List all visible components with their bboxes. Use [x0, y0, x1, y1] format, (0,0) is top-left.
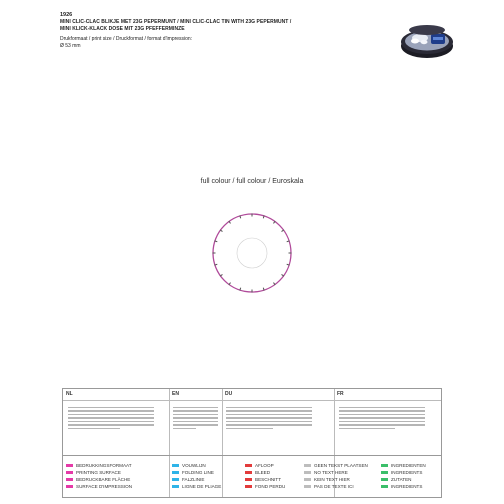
legend-swatch	[66, 464, 73, 467]
legend-label: BEDRUKKINGSFORMAAT	[76, 463, 132, 468]
edge-tick	[263, 215, 264, 218]
legend-swatch	[172, 471, 179, 474]
legend-item	[172, 462, 221, 469]
legend-swatch	[245, 478, 252, 481]
legend-col-ingredients	[381, 462, 426, 490]
legend-item	[172, 476, 221, 483]
language-header-row	[63, 389, 441, 401]
legend-item	[66, 469, 132, 476]
legend-item	[245, 462, 285, 469]
legend-item	[245, 476, 285, 483]
edge-tick	[282, 230, 284, 232]
legend-swatch	[172, 464, 179, 467]
legend-swatch	[172, 485, 179, 488]
legend-item	[245, 483, 285, 490]
edge-tick	[273, 283, 275, 285]
legend-label: VOUWLIJN	[182, 463, 206, 468]
legend-label: PAS DE TEXTE ICI	[314, 484, 354, 489]
legend-item	[304, 462, 368, 469]
legend-label: PRINTING SURFACE	[76, 470, 121, 475]
legend-item	[172, 483, 221, 490]
edge-tick	[229, 221, 231, 223]
edge-tick	[220, 230, 222, 232]
edge-tick	[240, 215, 241, 218]
product-title-line-1: MINI CLIC-CLAC BLIKJE MET 23G PEPERMUNT / MINI CLIC-CLAC TIN WITH 23G PEPERMUNT /	[60, 19, 292, 25]
legend-label: ZUTATEN	[391, 477, 412, 482]
text-block-nl	[68, 407, 154, 449]
legend-swatch	[245, 485, 252, 488]
legend-swatch	[66, 471, 73, 474]
legend-label: BLEED	[255, 470, 271, 475]
legend-item	[381, 476, 426, 483]
legend-label: BEDRUCKBARE FLÄCHE	[76, 477, 131, 482]
legend-item	[66, 476, 132, 483]
legend-label: KEIN TEXT HIER	[314, 477, 350, 482]
legend-label: LIGNE DE PLIAGE	[182, 484, 222, 489]
text-block-en	[173, 407, 218, 449]
legend-swatch	[66, 478, 73, 481]
legend-swatch	[381, 464, 388, 467]
lang-du: DU	[225, 391, 233, 397]
legend-label: SURFACE D'IMPRESSION	[76, 484, 133, 489]
legend-label: NO TEXT HERE	[314, 470, 348, 475]
legend-swatch	[304, 478, 311, 481]
legend-swatch	[381, 471, 388, 474]
no-text-circle	[237, 238, 267, 268]
product-title-line-2: MINI KLICK-KLACK DOSE MIT 23G PFEFFERMINZE	[60, 25, 185, 32]
printing-surface-circle	[213, 214, 291, 292]
format-label: Drukformaat / print size / Druckformat / format d'impression:	[60, 36, 193, 42]
edge-tick	[273, 221, 275, 223]
legend-swatch	[66, 485, 73, 488]
text-block-du	[226, 407, 312, 449]
legend-item	[66, 483, 132, 490]
legend-swatch	[381, 478, 388, 481]
legend-col-printing-surface	[66, 462, 132, 490]
legend-item	[172, 469, 221, 476]
edge-tick	[240, 288, 241, 291]
colour-label: full colour / full colour / Euroskala	[200, 178, 304, 185]
edge-tick	[229, 283, 231, 285]
legend-panel	[62, 388, 442, 498]
legend-item	[381, 469, 426, 476]
edge-tick	[214, 264, 217, 265]
edge-tick	[287, 241, 290, 242]
lang-en: EN	[172, 391, 179, 397]
legend-item	[304, 483, 368, 490]
legend-swatch	[304, 471, 311, 474]
product-code: 1926	[60, 12, 73, 18]
legend-item	[304, 476, 368, 483]
legend-swatch	[304, 464, 311, 467]
legend-col-bleed	[245, 462, 285, 490]
edge-tick	[214, 241, 217, 242]
legend-label: GEEN TEKST PLAATSEN	[314, 463, 368, 468]
lang-nl: NL	[66, 391, 73, 397]
edge-ticks	[213, 214, 292, 293]
legend-label: BESCHNITT	[255, 477, 282, 482]
legend-label: INGREDIENTS	[391, 470, 423, 475]
legend-row	[63, 455, 441, 499]
legend-swatch	[304, 485, 311, 488]
edge-tick	[287, 264, 290, 265]
legend-item	[381, 483, 426, 490]
legend-label: INGREDIENTS	[391, 484, 423, 489]
legend-item	[381, 462, 426, 469]
edge-tick	[263, 288, 264, 291]
legend-item	[245, 469, 285, 476]
legend-label: FOND PERDU	[255, 484, 286, 489]
legend-swatch	[245, 471, 252, 474]
legend-swatch	[381, 485, 388, 488]
legend-label: FOLDING LINE	[182, 470, 214, 475]
legend-col-no-text	[304, 462, 368, 490]
legend-col-folding-line	[172, 462, 221, 490]
legend-swatch	[172, 478, 179, 481]
legend-swatch	[245, 464, 252, 467]
text-block-fr	[339, 407, 425, 449]
product-header	[60, 12, 360, 50]
legend-label: INGREDIENTEN	[391, 463, 426, 468]
legend-label: AFLOOP	[255, 463, 274, 468]
edge-tick	[220, 274, 222, 276]
legend-item	[66, 462, 132, 469]
legend-label: FALZLINIE	[182, 477, 205, 482]
format-value: Ø 53 mm	[60, 43, 81, 49]
legend-item	[304, 469, 368, 476]
edge-tick	[282, 274, 284, 276]
product-tin-image	[398, 22, 456, 62]
lang-fr: FR	[337, 391, 344, 397]
